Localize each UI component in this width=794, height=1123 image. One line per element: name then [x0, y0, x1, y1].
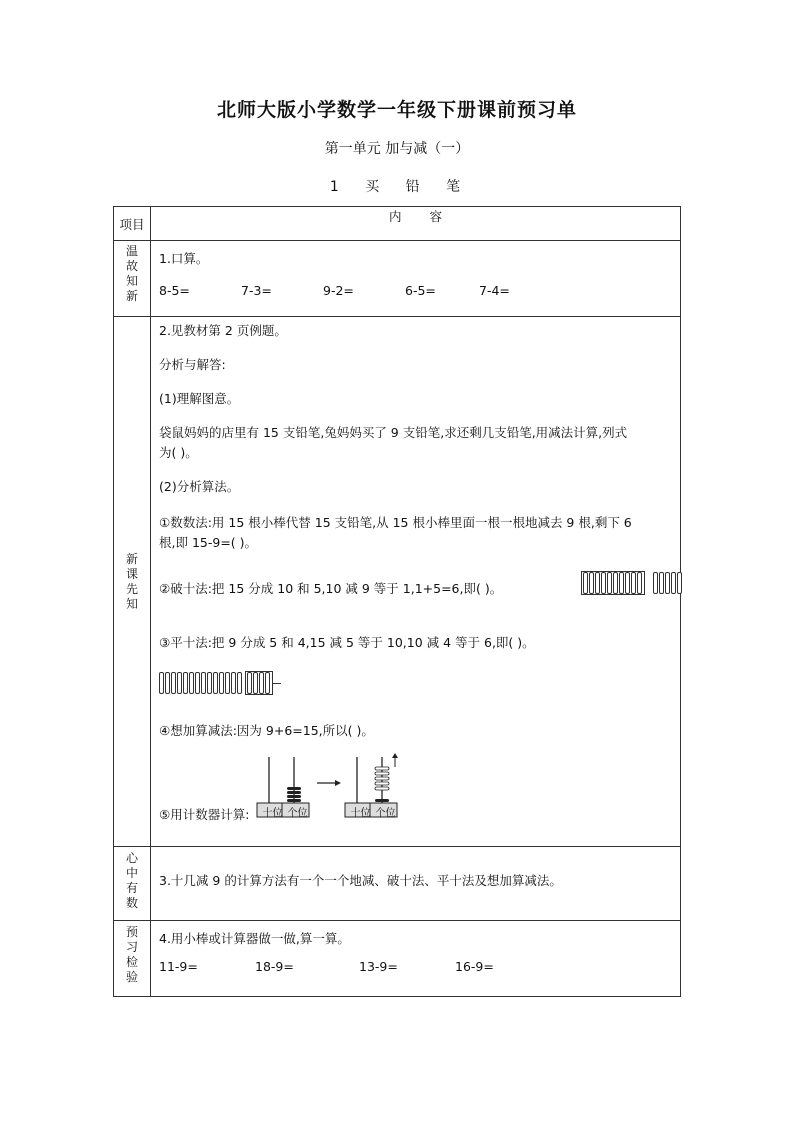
- step-2: (2)分析算法。: [159, 479, 240, 494]
- example-question: 2.见教材第 2 页例题。: [159, 323, 287, 338]
- method-1-line-1: ①数数法:用 15 根小棒代替 15 支铅笔,从 15 根小棒里面一根一根地减去 9 根,剩下 6: [159, 515, 632, 530]
- abacus-ones-label: 个位: [375, 808, 396, 819]
- col-content-header: 内 容: [151, 207, 681, 241]
- summary-row: [114, 847, 681, 921]
- new-lesson-label: 新课先知: [125, 551, 138, 611]
- sticks-bundle-illustration: [581, 571, 683, 595]
- bundle-of-ten-icon: [581, 571, 645, 595]
- practice-expr: 11-9=: [159, 959, 198, 974]
- step-1: (1)理解图意。: [159, 391, 240, 406]
- story-line-1: 袋鼠妈妈的店里有 15 支铅笔,兔妈妈买了 9 支铅笔,求还剩几支铅笔,用减法计算,列式: [159, 425, 628, 440]
- practice-expr: 13-9=: [359, 959, 398, 974]
- sticks-group-illustration: [159, 671, 281, 695]
- review-row: [114, 241, 681, 317]
- review-expr: 9-2=: [323, 283, 354, 298]
- page-title: 北师大版小学数学一年级下册课前预习单: [216, 99, 577, 121]
- review-expr: 7-3=: [241, 283, 272, 298]
- unit-subtitle: 第一单元 加与减（一）: [324, 141, 470, 157]
- lesson-title: 1 买 铅 笔: [329, 179, 465, 195]
- abacus-tens-label: 十位: [350, 808, 371, 819]
- method-3: ③平十法:把 9 分成 5 和 4,15 减 5 等于 10,10 减 4 等于 6,即( )。: [159, 635, 535, 650]
- crossed-sticks-icon: [245, 671, 273, 695]
- table-header-row: [114, 207, 681, 241]
- analysis-heading: 分析与解答:: [159, 357, 226, 372]
- method-5: ⑤用计数器计算:: [159, 807, 250, 822]
- abacus-tens-label: 十位: [262, 808, 283, 819]
- new-lesson-row: [114, 317, 681, 847]
- summary-text: 3.十几减 9 的计算方法有一个一个地减、破十法、平十法及想加算减法。: [159, 873, 562, 888]
- summary-label: 心中有数: [125, 851, 138, 910]
- review-expr: 7-4=: [479, 283, 510, 298]
- practice-row: [114, 921, 681, 997]
- practice-expr: 16-9=: [455, 959, 494, 974]
- review-expr: 6-5=: [405, 283, 436, 298]
- method-1-line-2: 根,即 15-9=( )。: [159, 535, 258, 550]
- arrow-right-icon: [317, 780, 341, 786]
- practice-question: 4.用小棒或计算器做一做,算一算。: [159, 931, 350, 946]
- practice-label: 预习检验: [125, 925, 138, 984]
- preview-table: [113, 206, 681, 997]
- review-question: 1.口算。: [159, 251, 209, 266]
- practice-expr: 18-9=: [255, 959, 294, 974]
- review-label: 温故知新: [125, 244, 138, 303]
- abacus-ones-label: 个位: [287, 808, 308, 819]
- col-item-header: 项目: [119, 216, 145, 232]
- story-line-2: 为( )。: [159, 445, 198, 460]
- method-2: ②破十法:把 15 分成 10 和 5,10 减 9 等于 1,1+5=6,即( )。: [159, 581, 503, 596]
- review-expr: 8-5=: [159, 283, 190, 298]
- method-4: ④想加算减法:因为 9+6=15,所以( )。: [159, 723, 374, 738]
